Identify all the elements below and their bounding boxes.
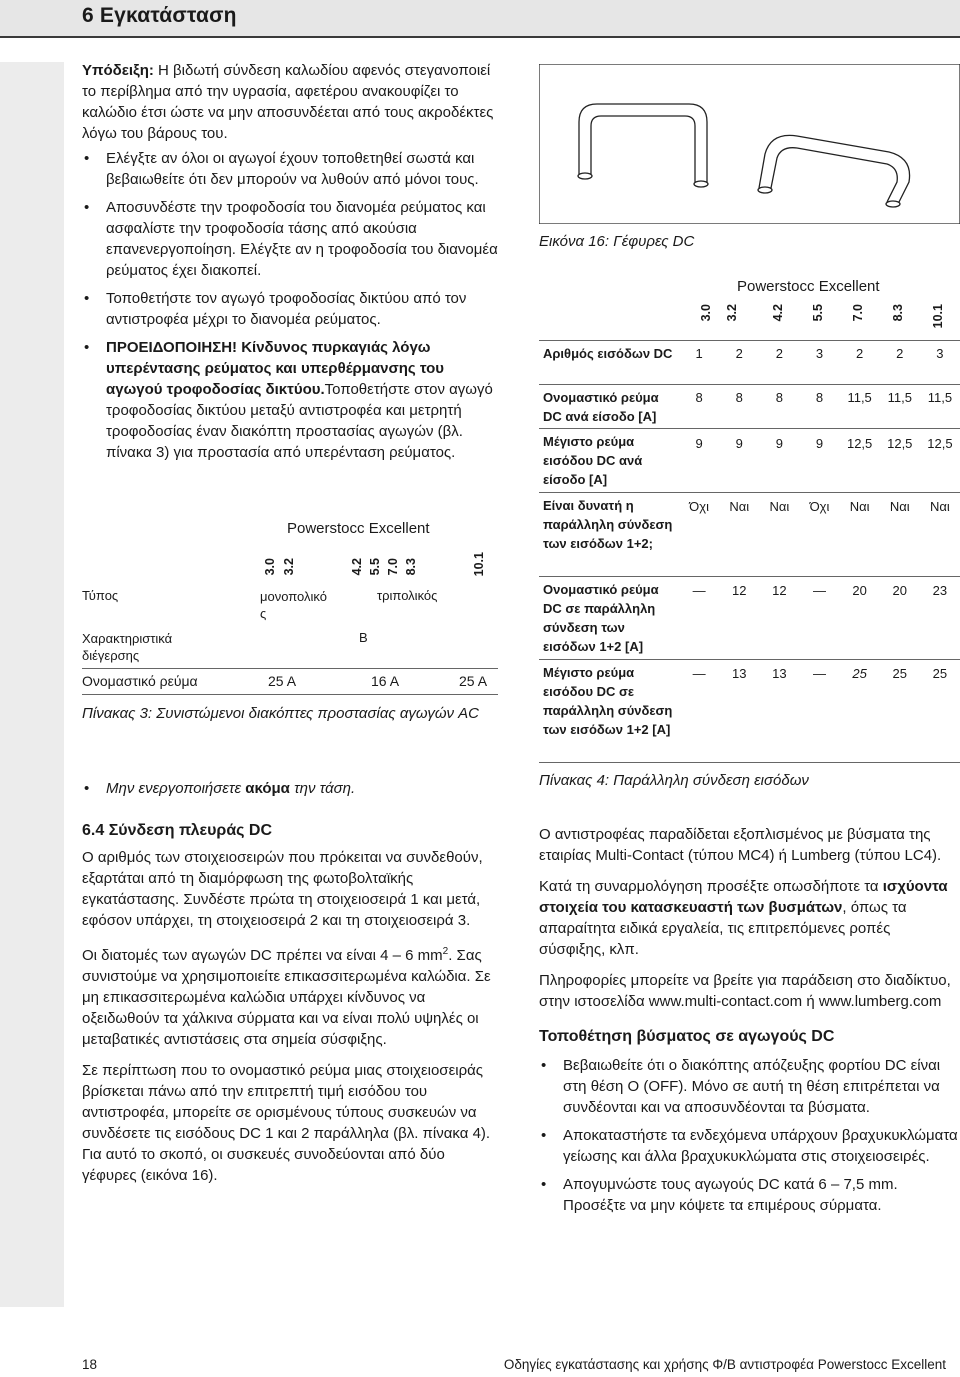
cell: 2 <box>735 346 743 361</box>
cell: 1 <box>695 346 703 361</box>
cell: 8 <box>775 390 783 405</box>
caption-label: Εικόνα 16: <box>539 233 610 250</box>
row-values <box>679 390 960 405</box>
dc-bridges-illustration <box>539 64 960 224</box>
section-para-3: Σε περίπτωση που το ονομαστικό ρεύμα μιας στοιχειοσειράς βρίσκεται πάνω από την επιτρεπτή τιμή εισόδου του αντιστροφέα, μπορείτε σε ορισμένους τύπους συσκευών να συνδέσετε τις εισόδους DC 1 και 2 παράλληλα (βλ. πίνακα 4). Για αυτό το σκοπό, οι συσκευές συνοδεύονται από δύο γέφυρες (εικόνα 16). <box>82 1062 491 1184</box>
chapter-title: 6 Εγκατάσταση <box>82 4 237 27</box>
table-3 <box>82 520 498 700</box>
bullet-icon: • <box>541 1127 547 1144</box>
row-divider <box>539 576 960 577</box>
cell: 9 <box>695 436 703 451</box>
caption-label: Πίνακας 4: <box>539 772 610 789</box>
row-label: Ονομαστικό ρεύμα DC ανά είσοδο [A] <box>543 390 659 424</box>
hint-paragraph <box>82 60 502 144</box>
caption-text: Συνιστώμενοι διακόπτες προστασίας αγωγών AC <box>152 705 480 722</box>
bullet-text: Απογυμνώστε τους αγωγούς DC κατά 6 – 7,5 mm. Προσέξτε να μην κόψετε τα επιμέρους σύρματα. <box>563 1176 898 1214</box>
bullet-item <box>539 1174 960 1216</box>
cell: 12,5 <box>887 436 913 451</box>
caption-text: Παράλληλη σύνδεση εισόδων <box>609 772 809 789</box>
cell: 25 <box>892 666 907 681</box>
row-divider <box>539 384 960 385</box>
note-post: την τάση. <box>289 780 356 797</box>
row-values <box>679 666 960 681</box>
bullet-item <box>82 148 502 190</box>
row-current-label: Ονομαστικό ρεύμα <box>82 673 198 689</box>
cell: 9 <box>735 436 743 451</box>
warning-item <box>82 337 502 463</box>
cell: 8 <box>695 390 703 405</box>
row-type-mono: μονοπολικό ς <box>260 589 327 621</box>
hint-label: Υπόδειξη: <box>82 62 154 79</box>
cell: 13 <box>772 666 787 681</box>
bullet-icon: • <box>84 199 90 216</box>
cell: Όχι <box>809 499 830 514</box>
row-current-value: 16 A <box>371 673 400 689</box>
table-3-caption <box>82 703 482 724</box>
cell: Ναι <box>729 499 750 514</box>
bullet-text: Βεβαιωθείτε ότι ο διακόπτης απόζευξης φορτίου DC είναι στη θέση O (OFF). Μόνο σε αυτή τη θέση επιτρέπεται να συνδέονται και να αποσυνδέονται τα βύσματα. <box>563 1057 941 1116</box>
cell: — <box>692 666 706 681</box>
cell: 11,5 <box>847 390 872 405</box>
row-char-label: Χαρακτηριστικά διέγερσης <box>82 631 173 663</box>
cell: 13 <box>731 666 747 681</box>
table-3-rule-bottom <box>82 694 498 695</box>
row-label: Μέγιστο ρεύμα εισόδου DC σε παράλληλη σύνδεση των εισόδων 1+2 [A] <box>543 665 673 737</box>
section-para-2 <box>82 941 502 1050</box>
bullet-icon: • <box>84 339 90 356</box>
cell: 3 <box>815 346 824 361</box>
table-4 <box>539 274 960 764</box>
cell: 20 <box>852 583 867 598</box>
bullet-text: Τοποθετήστε τον αγωγό τροφοδοσίας δικτύου από τον αντιστροφέα μέχρι το διανομέα ρεύματος. <box>106 290 467 328</box>
para-2-sup: 2 <box>442 946 449 957</box>
bullet-item <box>82 197 502 281</box>
row-divider <box>539 762 960 763</box>
cell: 23 <box>932 583 948 598</box>
model-label: 10.1 <box>472 552 486 577</box>
cell: 9 <box>775 436 783 451</box>
section-para-1: Ο αριθμός των στοιχειοσειρών που πρόκειται να συνδεθούν, εξαρτάται από τη διαμόρφωση της φωτοβολταϊκής εγκατάστασης. Συνδέστε πρώτα τη στοιχειοσειρά 1 και μετά, εφόσον υπάρχει, τη στοιχειοσειρά 2 και τη στοιχειοσειρά 3. <box>82 849 483 929</box>
page-sidebar <box>0 62 64 1307</box>
cell: 12,5 <box>927 436 953 451</box>
table-3-group-header: Powerstocc Excellent <box>287 520 430 537</box>
cell: Όχι <box>689 499 709 514</box>
model-label: 8.3 <box>891 304 905 322</box>
caption-label: Πίνακας 3: <box>82 705 153 722</box>
cell: 11,5 <box>887 390 912 405</box>
model-label: 3.2 <box>725 304 739 322</box>
table-3-rule <box>82 668 498 669</box>
para-2-a: Κατά τη συναρμολόγηση προσέξτε οπωσδήποτε τα <box>539 878 883 895</box>
cell: 2 <box>775 346 783 361</box>
bullet-icon: • <box>84 150 90 167</box>
bullet-text: Ελέγξτε αν όλοι οι αγωγοί έχουν τοποθετηθεί σωστά και βεβαιωθείτε ότι δεν μπορούν να λυθούν από μόνοι τους. <box>106 150 479 188</box>
cell: 9 <box>815 436 824 451</box>
right-para-2 <box>539 876 960 960</box>
row-values <box>679 346 960 361</box>
warning-bold: ΠΡΟΕΙΔΟΠΟΙΗΣΗ! Κίνδυνος πυρκαγιάς λόγω υπερέντασης ρεύματος και υπερθέρμανσης του αγωγού τροφοδοσίας δικτύου. <box>106 339 445 398</box>
note-pre: Μην ενεργοποιήσετε <box>106 780 246 797</box>
model-label: 4.2 <box>771 304 785 322</box>
right-para-3: Πληροφορίες μπορείτε να βρείτε για παράδειση στο διαδίκτυο, στην ιστοσελίδα www.multi-contact.com ή www.lumberg.com <box>539 972 951 1010</box>
model-label: 7.0 <box>386 558 400 576</box>
cell: 8 <box>735 390 743 405</box>
row-divider <box>539 659 960 660</box>
row-divider <box>539 428 960 429</box>
row-current-value: 25 A <box>459 673 488 689</box>
cell: 25 <box>852 666 867 681</box>
figure-16 <box>539 64 960 224</box>
right-para-1: Ο αντιστροφέας παραδίδεται εξοπλισμένος με βύσματα της εταιρίας Multi-Contact (τύπου MC4) ή Lumberg (τύπου LC4). <box>539 826 942 864</box>
chapter-header <box>0 0 960 38</box>
cell: 3 <box>936 346 944 361</box>
para-2-bold: ισχύοντα στοιχεία του κατασκευαστή των βυσμάτων <box>539 878 948 916</box>
row-values <box>679 499 960 514</box>
model-label: 3.0 <box>263 558 277 576</box>
cell: — <box>692 583 706 598</box>
bullet-icon: • <box>84 290 90 307</box>
cell: 2 <box>896 346 904 361</box>
model-label: 3.0 <box>699 304 713 322</box>
row-label: Ονομαστικό ρεύμα DC σε παράλληλη σύνδεση των εισόδων 1+2 [A] <box>543 582 659 654</box>
cell: 11,5 <box>927 390 953 405</box>
bullet-item <box>82 288 502 330</box>
model-label: 5.5 <box>368 558 382 576</box>
section-6-4 <box>82 820 502 1196</box>
left-column <box>82 60 502 470</box>
row-type-label: Τύπος <box>82 588 119 603</box>
bullet-text: Αποσυνδέστε την τροφοδοσία του διανομέα ρεύματος και ασφαλίστε την τροφοδοσία τάσης από ακούσια επανενεργοποίηση. Ελέγξτε αν η τροφοδοσία του διανομέα ρεύματος έχει διακοπεί. <box>106 199 498 279</box>
cell: Ναι <box>930 499 950 514</box>
para-2-b: , όπως τα απαραίτητα ειδικά εργαλεία, τις επιτρεπόμενες ροπές σύσφιξης, κλπ. <box>539 899 907 958</box>
model-label: 7.0 <box>851 304 865 322</box>
note-bold: ακόμα <box>245 780 290 797</box>
row-divider <box>539 340 960 341</box>
cell: 20 <box>892 583 907 598</box>
table-4-group-header: Powerstocc Excellent <box>737 278 880 295</box>
caption-text: Γέφυρες DC <box>609 233 695 250</box>
hint-text: Η βιδωτή σύνδεση καλωδίου αφενός στεγανοποιεί το περίβλημα από την υγρασία, αφετέρου ανακουφίζει το καλώδιο έτσι ώστε να μην αποσυνδέεται από τους ακροδέκτες λόγω του βάρους του. <box>82 62 494 142</box>
cell: 12,5 <box>846 436 873 451</box>
note-item <box>82 778 526 799</box>
bullet-icon: • <box>541 1176 547 1193</box>
section-title: 6.4 Σύνδεση πλευράς DC <box>82 822 273 839</box>
right-heading: Τοποθέτηση βύσματος σε αγωγούς DC <box>539 1028 835 1045</box>
row-divider <box>539 492 960 493</box>
cell: Ναι <box>769 499 790 514</box>
cell: 12 <box>731 583 747 598</box>
para-2-b: . Σας συνιστούμε να χρησιμοποιείτε επικασσιτερωμένα καλώδια. Σε μη επικασσιτερωμένα καλώδια υπάρχει κίνδυνος να οξειδωθούν τα χάλκινα σύρματα και να είναι πολύ υψηλές οι μεταβατικές αντιστάσεις στα σημεία σύσφιξης. <box>82 947 491 1048</box>
model-label: 3.2 <box>282 558 296 576</box>
model-label: 4.2 <box>350 558 364 576</box>
table-4-caption <box>539 770 960 791</box>
row-current-value: 25 A <box>268 673 297 689</box>
bullet-icon: • <box>84 780 90 797</box>
cell: 2 <box>856 346 864 361</box>
row-label: Είναι δυνατή η παράλληλη σύνδεση των εισόδων 1+2; <box>543 498 673 551</box>
bullet-text: Αποκαταστήστε τα ενδεχόμενα υπάρχουν βραχυκυκλώματα γείωσης και άλλα βραχυκυκλώματα στις στοιχειοσειρές. <box>563 1127 958 1165</box>
bullet-item <box>539 1055 960 1118</box>
model-label: 5.5 <box>811 304 825 322</box>
model-label: 8.3 <box>404 558 418 576</box>
row-label: Αριθμός εισόδων DC <box>543 346 673 361</box>
row-values <box>679 436 960 451</box>
row-values <box>679 583 960 598</box>
cell: Ναι <box>849 499 870 514</box>
cell: Ναι <box>889 499 910 514</box>
page-number: 18 <box>82 1357 98 1372</box>
right-body <box>539 824 960 1223</box>
para-2-a: Οι διατομές των αγωγών DC πρέπει να είναι 4 – 6 mm <box>82 947 443 964</box>
bullet-icon: • <box>541 1057 547 1074</box>
row-type-tri: τριπολικός <box>377 588 438 603</box>
warning-text: Τοποθετήστε στον αγωγό τροφοδοσίας δικτύου μεταξύ αντιστροφέα και μετρητή τροφοδοσίας έναν διακόπτη προστασίας αγωγών (βλ. πίνακα 3) για προστασία από υπερένταση ρεύματος. <box>106 381 493 461</box>
row-label: Μέγιστο ρεύμα εισόδου DC ανά είσοδο [A] <box>543 434 643 487</box>
cell: — <box>812 666 826 681</box>
cell: 12 <box>772 583 787 598</box>
footer-doc-title: Οδηγίες εγκατάστασης και χρήσης Φ/Β αντιστροφέα Powerstocc Excellent <box>503 1357 946 1372</box>
cell: — <box>812 583 826 598</box>
figure-16-caption <box>539 231 960 252</box>
cell: 25 <box>932 666 948 681</box>
model-label: 10.1 <box>931 304 945 329</box>
row-char-value: B <box>359 630 368 645</box>
cell: 8 <box>815 390 824 405</box>
bullet-item <box>539 1125 960 1167</box>
